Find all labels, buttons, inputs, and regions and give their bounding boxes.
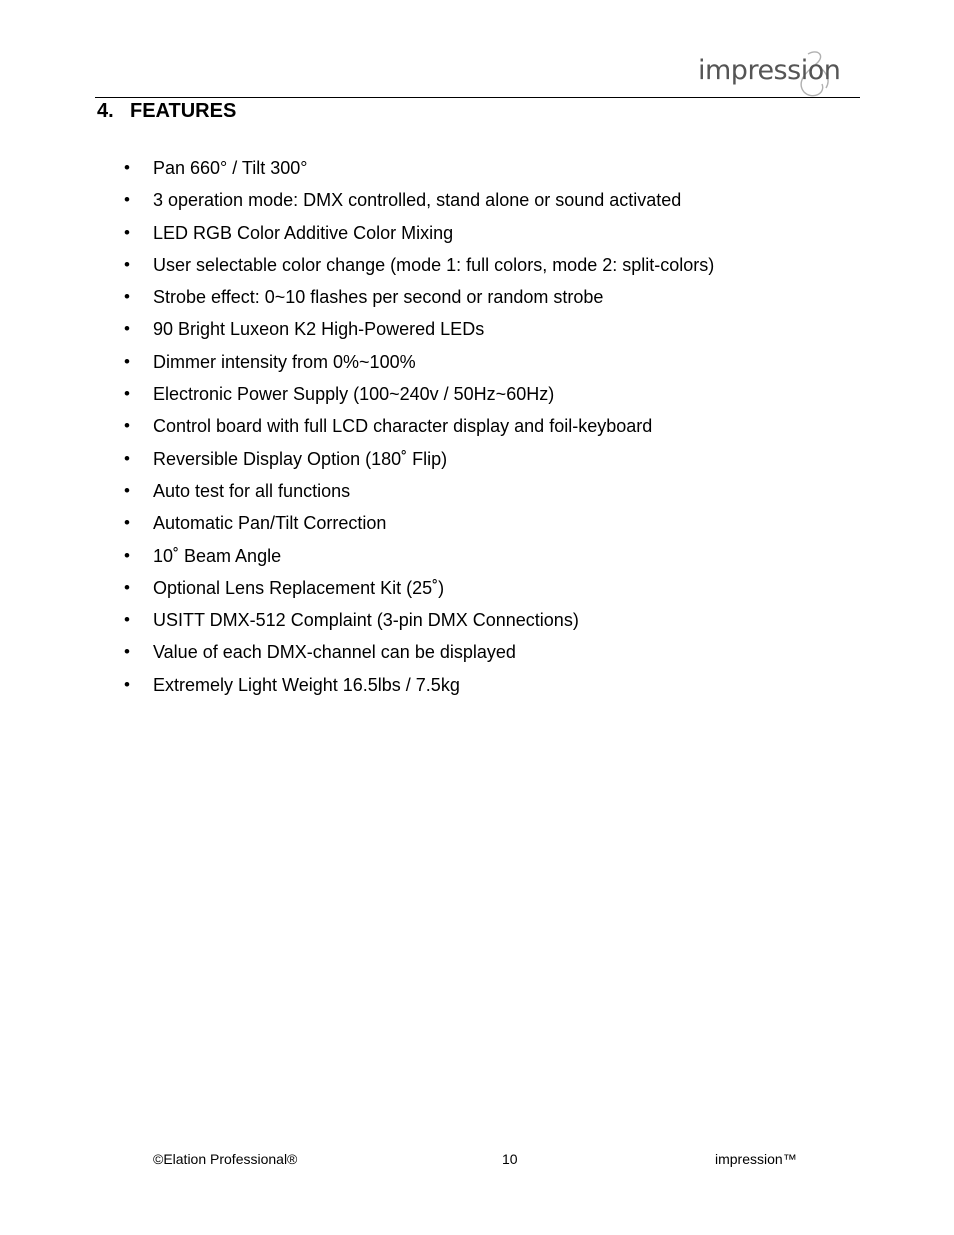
- logo-wordmark: impression: [698, 55, 841, 86]
- bullet-icon: •: [124, 158, 130, 177]
- bullet-icon: •: [124, 319, 130, 339]
- bullet-icon: •: [124, 448, 130, 468]
- feature-item: [0, 475, 954, 507]
- footer-copyright: ©Elation Professional®: [153, 1151, 298, 1167]
- feature-item: [0, 152, 954, 184]
- feature-item: [0, 507, 954, 539]
- feature-text: User selectable color change (mode 1: full colors, mode 2: split-colors): [153, 254, 715, 275]
- feature-text: 10˚ Beam Angle: [153, 545, 282, 566]
- bullet-icon: •: [124, 642, 130, 662]
- feature-text: Dimmer intensity from 0%~100%: [153, 351, 416, 372]
- bullet-icon: •: [124, 416, 130, 436]
- bullet-icon: •: [124, 351, 130, 371]
- footer-page-number: 10: [502, 1151, 518, 1167]
- feature-text: 3 operation mode: DMX controlled, stand alone or sound activated: [153, 190, 682, 211]
- bullet-icon: •: [124, 513, 130, 533]
- feature-text: 90 Bright Luxeon K2 High-Powered LEDs: [153, 319, 485, 340]
- feature-item: [0, 604, 954, 636]
- feature-item: [0, 249, 954, 281]
- feature-item: [0, 346, 954, 378]
- feature-text: LED RGB Color Additive Color Mixing: [153, 222, 454, 243]
- feature-text: Pan 660° / Tilt 300°: [153, 158, 308, 178]
- feature-text: Optional Lens Replacement Kit (25˚): [153, 577, 445, 598]
- feature-item: [0, 540, 954, 572]
- header-divider: [95, 97, 860, 98]
- section-heading: [97, 99, 236, 123]
- feature-item: [0, 443, 954, 475]
- feature-text: Control board with full LCD character display and foil-keyboard: [153, 416, 653, 437]
- feature-item: [0, 378, 954, 410]
- feature-text: USITT DMX-512 Complaint (3-pin DMX Connections): [153, 610, 579, 631]
- feature-text: Electronic Power Supply (100~240v / 50Hz~60Hz): [153, 384, 555, 405]
- bullet-icon: •: [124, 254, 130, 274]
- feature-item: [0, 184, 954, 216]
- bullet-icon: •: [124, 674, 130, 694]
- feature-text: Value of each DMX-channel can be displayed: [153, 642, 516, 663]
- feature-item: [0, 313, 954, 345]
- feature-item: [0, 669, 954, 701]
- impression-logo: [696, 48, 862, 100]
- section-number: 4.: [97, 100, 114, 122]
- feature-text: Extremely Light Weight 16.5lbs / 7.5kg: [153, 674, 460, 695]
- section-title: FEATURES: [130, 100, 237, 122]
- feature-item: [0, 410, 954, 442]
- features-list: [0, 152, 954, 701]
- bullet-icon: •: [124, 480, 130, 500]
- bullet-icon: •: [124, 577, 130, 597]
- bullet-icon: •: [124, 545, 130, 565]
- bullet-icon: •: [124, 287, 130, 307]
- feature-text: Auto test for all functions: [153, 480, 351, 501]
- bullet-icon: •: [124, 190, 130, 210]
- bullet-icon: •: [124, 610, 130, 630]
- feature-item: [0, 281, 954, 313]
- bullet-icon: •: [124, 384, 130, 404]
- impression-logo-graphic: [696, 48, 862, 100]
- feature-text: Automatic Pan/Tilt Correction: [153, 513, 387, 534]
- feature-text: Reversible Display Option (180˚ Flip): [153, 448, 448, 469]
- bullet-icon: •: [124, 222, 130, 242]
- feature-item: [0, 572, 954, 604]
- feature-item: [0, 217, 954, 249]
- feature-text: Strobe effect: 0~10 flashes per second or random strobe: [153, 287, 604, 308]
- feature-item: [0, 636, 954, 668]
- footer-product-name: impression™: [715, 1151, 797, 1167]
